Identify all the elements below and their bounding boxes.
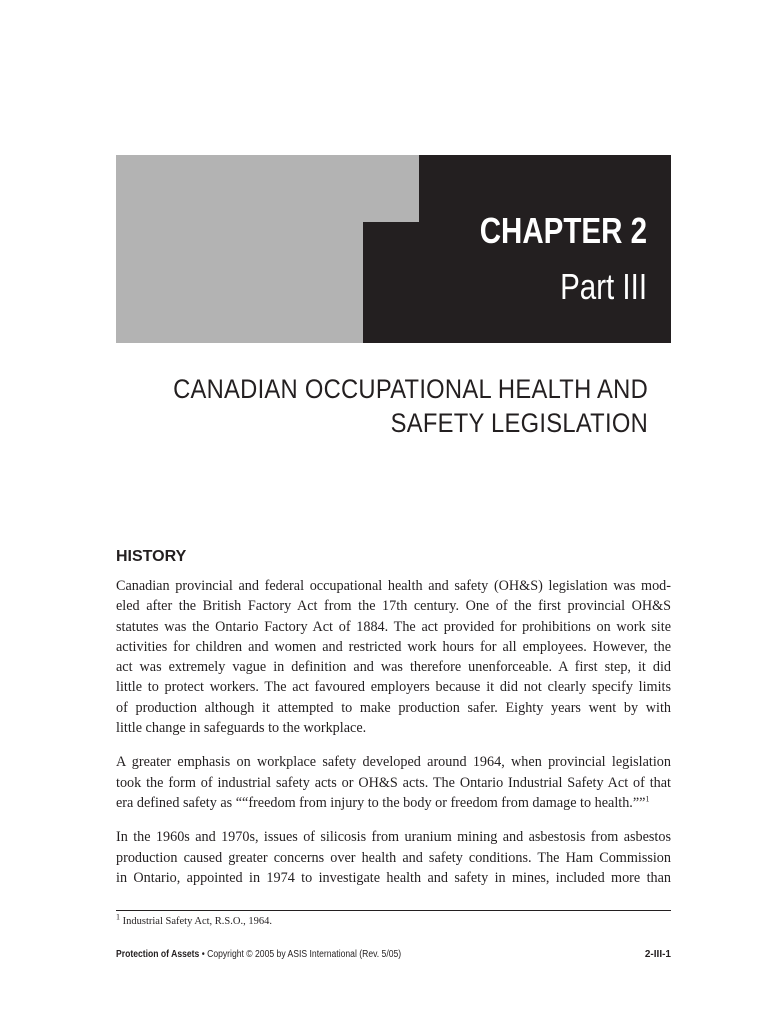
publication-name: Protection of Assets bbox=[116, 949, 200, 960]
text-line: In the 1960s and 1970s, issues of silicosis from uranium mining and asbestosis from asbestos bbox=[116, 829, 671, 846]
text-line: of production although it attempted to make production safer. Eighty years went by with bbox=[116, 699, 671, 716]
text-line: production caused greater concerns over health and safety conditions. The Ham Commission bbox=[116, 849, 671, 866]
footnote-marker: 1 bbox=[116, 912, 120, 922]
chapter-part: Part III bbox=[560, 266, 647, 307]
footnote-reference[interactable]: 1 bbox=[645, 794, 650, 804]
page-title-line-2: SAFETY LEGISLATION bbox=[390, 408, 648, 438]
text-line: little change in safeguards to the workplace. bbox=[116, 720, 367, 737]
text-line: Canadian provincial and federal occupational health and safety (OH&S) legislation was mod- bbox=[116, 578, 671, 594]
paragraph-1 bbox=[116, 576, 671, 738]
text-line: little to protect workers. The act favoured employers because it did not clearly specify limits bbox=[116, 679, 671, 696]
text-line: in Ontario, appointed in 1974 to investigate health and safety in mines, included more than bbox=[116, 869, 671, 886]
page-title bbox=[155, 372, 648, 440]
paragraph-2 bbox=[116, 752, 671, 813]
text-line: statutes was the Ontario Factory Act of 1884. The act provided for prohibitions on work site bbox=[116, 618, 671, 635]
footnote-text: Industrial Safety Act, R.S.O., 1964. bbox=[120, 916, 272, 927]
body-text bbox=[116, 576, 671, 902]
paragraph-3 bbox=[116, 827, 671, 888]
section-heading: HISTORY bbox=[116, 548, 187, 565]
page-title-line-1: CANADIAN OCCUPATIONAL HEALTH AND bbox=[173, 374, 648, 404]
footer-credit bbox=[116, 948, 401, 962]
text-line: era defined safety as ““freedom from injury to the body or freedom from damage to health.”” bbox=[116, 794, 646, 811]
banner-gray-step bbox=[363, 155, 419, 222]
text-line: A greater emphasis on workplace safety developed around 1964, when provincial legislation bbox=[116, 754, 671, 771]
page-number: 2-III-1 bbox=[644, 949, 671, 960]
text-line: act was extremely vague in definition and was therefore unenforceable. A first step, it did bbox=[116, 659, 671, 676]
chapter-number: CHAPTER 2 bbox=[479, 210, 647, 251]
footnote-divider bbox=[116, 910, 671, 911]
chapter-banner bbox=[116, 155, 671, 343]
copyright-notice: • Copyright © 2005 by ASIS International (Rev. 5/05) bbox=[199, 949, 402, 960]
footnote bbox=[116, 912, 272, 929]
text-line-with-footnote bbox=[116, 793, 671, 813]
text-line: activities for children and women and restricted work hours for all employees. However, the bbox=[116, 638, 671, 655]
text-line: eled after the British Factory Act from the 17th century. One of the first provincial OH&S bbox=[116, 598, 671, 615]
text-line: took the form of industrial safety acts or OH&S acts. The Ontario Industrial Safety Act of that bbox=[116, 774, 671, 791]
banner-gray-block bbox=[116, 155, 363, 343]
